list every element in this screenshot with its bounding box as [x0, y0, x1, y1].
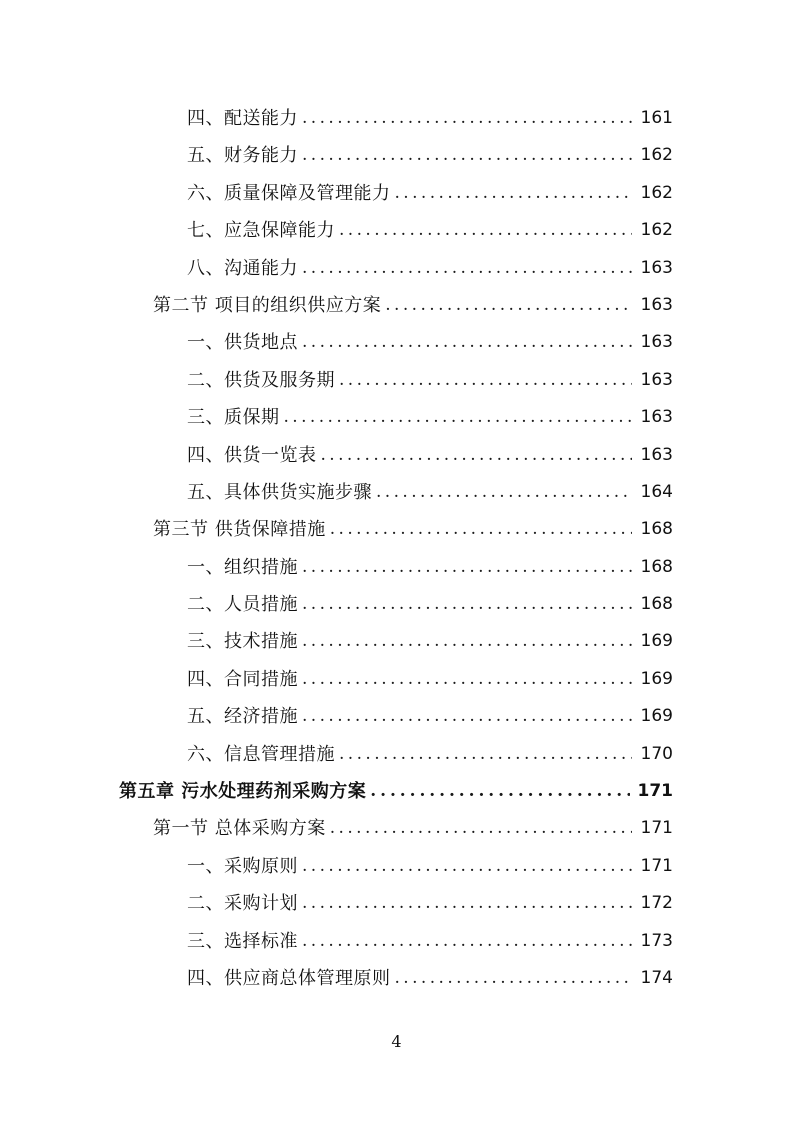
toc-dot-leader: [302, 661, 632, 698]
page-number: 4: [391, 1032, 402, 1051]
toc-entry-page: 169: [640, 631, 673, 652]
toc-entry-page: 161: [640, 108, 673, 128]
toc-entry-label: 二、供货及服务期: [187, 369, 335, 391]
toc-entry-label: 六、质量保障及管理能力: [187, 182, 391, 204]
toc-entry-label: 三、技术措施: [187, 631, 298, 653]
toc-entry[interactable]: [0, 474, 793, 511]
toc-entry-label: 第三节 供货保障措施: [153, 519, 326, 541]
toc-entry-label: 二、人员措施: [187, 594, 298, 616]
toc-entry[interactable]: [0, 212, 793, 249]
toc-section-entry[interactable]: [0, 511, 793, 548]
toc-chapter-entry[interactable]: [0, 773, 793, 810]
toc-entry-label: 三、质保期: [187, 407, 280, 429]
toc-entry[interactable]: [0, 100, 793, 137]
toc-entry-page: 169: [640, 706, 673, 727]
toc-entry-page: 162: [640, 220, 673, 241]
toc-dot-leader: [302, 549, 632, 586]
toc-section-entry[interactable]: [0, 287, 793, 324]
toc-entry-page: 168: [640, 519, 673, 540]
toc-entry-label: 一、采购原则: [187, 855, 298, 877]
toc-entry-page: 163: [640, 407, 673, 428]
toc-entry-page: 163: [640, 294, 673, 315]
toc-entry-label: 五、经济措施: [187, 706, 298, 728]
toc-entry-page: 163: [640, 444, 673, 465]
toc-entry[interactable]: [0, 324, 793, 361]
toc-entry-label: 三、选择标准: [187, 930, 298, 952]
toc-dot-leader: [321, 437, 633, 474]
toc-entry-label: 四、配送能力: [187, 108, 298, 129]
toc-entry-label: 四、合同措施: [187, 668, 298, 690]
toc-entry-label: 第一节 总体采购方案: [153, 818, 326, 840]
toc-entry[interactable]: [0, 923, 793, 960]
toc-entry[interactable]: [0, 399, 793, 436]
toc-entry-label: 八、沟通能力: [187, 257, 298, 279]
toc-dot-leader: [385, 287, 632, 324]
toc-dot-leader: [370, 773, 629, 810]
toc-entry-label: 六、信息管理措施: [187, 743, 335, 765]
toc-entry-label: 第二节 项目的组织供应方案: [153, 294, 382, 316]
toc-dot-leader: [395, 960, 633, 997]
toc-entry-page: 162: [640, 145, 673, 166]
toc-entry[interactable]: [0, 549, 793, 586]
toc-dot-leader: [339, 212, 632, 249]
toc-entry-label: 五、具体供货实施步骤: [187, 481, 372, 503]
toc-dot-leader: [330, 810, 632, 847]
toc-entry-label: 一、组织措施: [187, 556, 298, 578]
toc-dot-leader: [302, 885, 632, 922]
toc-entry-label: 四、供应商总体管理原则: [187, 967, 391, 989]
toc-entry[interactable]: [0, 250, 793, 287]
toc-entry[interactable]: [0, 623, 793, 660]
toc-dot-leader: [302, 324, 632, 361]
toc-entry[interactable]: [0, 586, 793, 623]
toc-entry[interactable]: [0, 848, 793, 885]
toc-entry-page: 171: [640, 818, 673, 839]
toc-entry-page: 163: [640, 257, 673, 278]
toc-entry[interactable]: [0, 661, 793, 698]
toc-entry-page: 162: [640, 182, 673, 203]
toc-entry-page: 168: [640, 594, 673, 615]
toc-entry[interactable]: [0, 736, 793, 773]
toc-entry-page: 163: [640, 332, 673, 353]
toc-entry-page: 168: [640, 556, 673, 577]
toc-entry[interactable]: [0, 175, 793, 212]
toc-entry-label: 二、采购计划: [187, 893, 298, 915]
toc-entry[interactable]: [0, 137, 793, 174]
toc-dot-leader: [302, 100, 632, 137]
table-of-contents: [0, 100, 793, 997]
toc-dot-leader: [302, 586, 632, 623]
toc-entry-page: 171: [637, 781, 673, 802]
toc-entry[interactable]: [0, 437, 793, 474]
toc-section-entry[interactable]: [0, 810, 793, 847]
toc-entry-page: 163: [640, 369, 673, 390]
toc-entry-page: 164: [640, 481, 673, 502]
toc-dot-leader: [376, 474, 632, 511]
toc-entry-label: 四、供货一览表: [187, 444, 317, 466]
toc-entry-page: 172: [640, 893, 673, 914]
toc-dot-leader: [330, 511, 632, 548]
toc-entry-label: 七、应急保障能力: [187, 220, 335, 242]
toc-entry-page: 173: [640, 930, 673, 951]
toc-entry[interactable]: [0, 885, 793, 922]
toc-entry-label: 第五章 污水处理药剂采购方案: [119, 781, 367, 803]
toc-dot-leader: [339, 736, 632, 773]
toc-entry-label: 五、财务能力: [187, 145, 298, 167]
toc-dot-leader: [395, 175, 633, 212]
toc-entry[interactable]: [0, 362, 793, 399]
toc-entry-page: 174: [640, 967, 673, 988]
toc-entry[interactable]: [0, 698, 793, 735]
toc-entry-page: 170: [640, 743, 673, 764]
toc-entry[interactable]: [0, 960, 793, 997]
toc-dot-leader: [302, 698, 632, 735]
toc-entry-page: 171: [640, 855, 673, 876]
toc-entry-label: 一、供货地点: [187, 332, 298, 354]
toc-entry-page: 169: [640, 668, 673, 689]
toc-dot-leader: [302, 250, 632, 287]
toc-dot-leader: [302, 848, 632, 885]
toc-dot-leader: [302, 623, 632, 660]
toc-dot-leader: [302, 137, 632, 174]
toc-dot-leader: [284, 399, 633, 436]
toc-dot-leader: [339, 362, 632, 399]
toc-dot-leader: [302, 923, 632, 960]
